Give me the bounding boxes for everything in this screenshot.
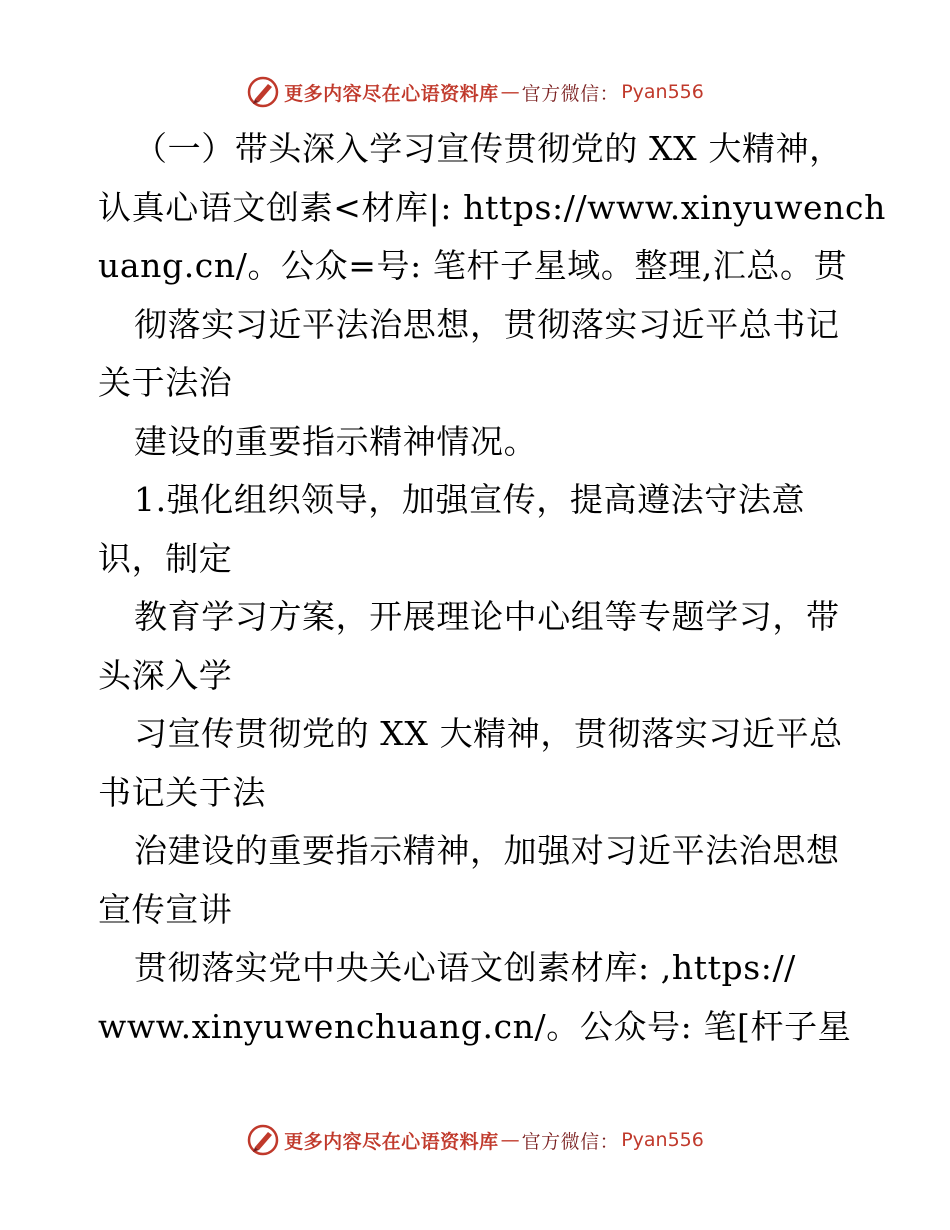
body-line: 彻落实习近平法治思想，贯彻落实习近平总书记 bbox=[134, 304, 840, 344]
body-line: 认真心语文创素<材库|: https://www.xinyuwench bbox=[98, 187, 886, 227]
header-wechat-id: Pyan556 bbox=[621, 81, 704, 103]
body-line: 书记关于法 bbox=[98, 772, 266, 812]
body-line: 习宣传贯彻党的 XX 大精神，贯彻落实习近平总 bbox=[134, 714, 843, 753]
body-line: uang.cn/。公众=号: 笔杆子星域。整理,汇总。贯 bbox=[98, 246, 848, 285]
body-line: （一）带头深入学习宣传贯彻党的 XX 大精神， bbox=[134, 129, 843, 168]
footer-banner bbox=[0, 1120, 950, 1160]
body-line: 1.强化组织领导，加强宣传，提高遵法守法意 bbox=[134, 480, 806, 519]
footer-wechat-label: 官方微信： bbox=[521, 1130, 620, 1153]
document-body bbox=[98, 120, 886, 1056]
body-line: 建设的重要指示精神情况。 bbox=[134, 421, 538, 461]
body-line: 头深入学 bbox=[98, 655, 233, 695]
brush-pen-seal-icon bbox=[246, 1123, 280, 1157]
footer-dash: — bbox=[500, 1129, 520, 1151]
body-line: 关于法治 bbox=[98, 363, 233, 402]
body-line: 识，制定 bbox=[98, 538, 233, 578]
header-wechat-label: 官方微信： bbox=[521, 82, 620, 105]
header-banner bbox=[0, 72, 950, 112]
body-line: 治建设的重要指示精神，加强对习近平法治思想 bbox=[134, 831, 840, 870]
header-dash: — bbox=[500, 81, 520, 103]
body-line: 贯彻落实党中央关心语文创素材库: ,https:// bbox=[134, 948, 796, 987]
body-line: 宣传宣讲 bbox=[98, 889, 233, 929]
footer-title: 更多内容尽在心语资料库 bbox=[284, 1130, 499, 1153]
body-line: 教育学习方案，开展理论中心组等专题学习，带 bbox=[134, 597, 840, 636]
body-line: www.xinyuwenchuang.cn/。公众号: 笔[杆子星 bbox=[98, 1006, 852, 1046]
brush-pen-seal-icon bbox=[246, 75, 280, 109]
footer-wechat-id: Pyan556 bbox=[621, 1129, 704, 1151]
header-title: 更多内容尽在心语资料库 bbox=[284, 82, 499, 105]
